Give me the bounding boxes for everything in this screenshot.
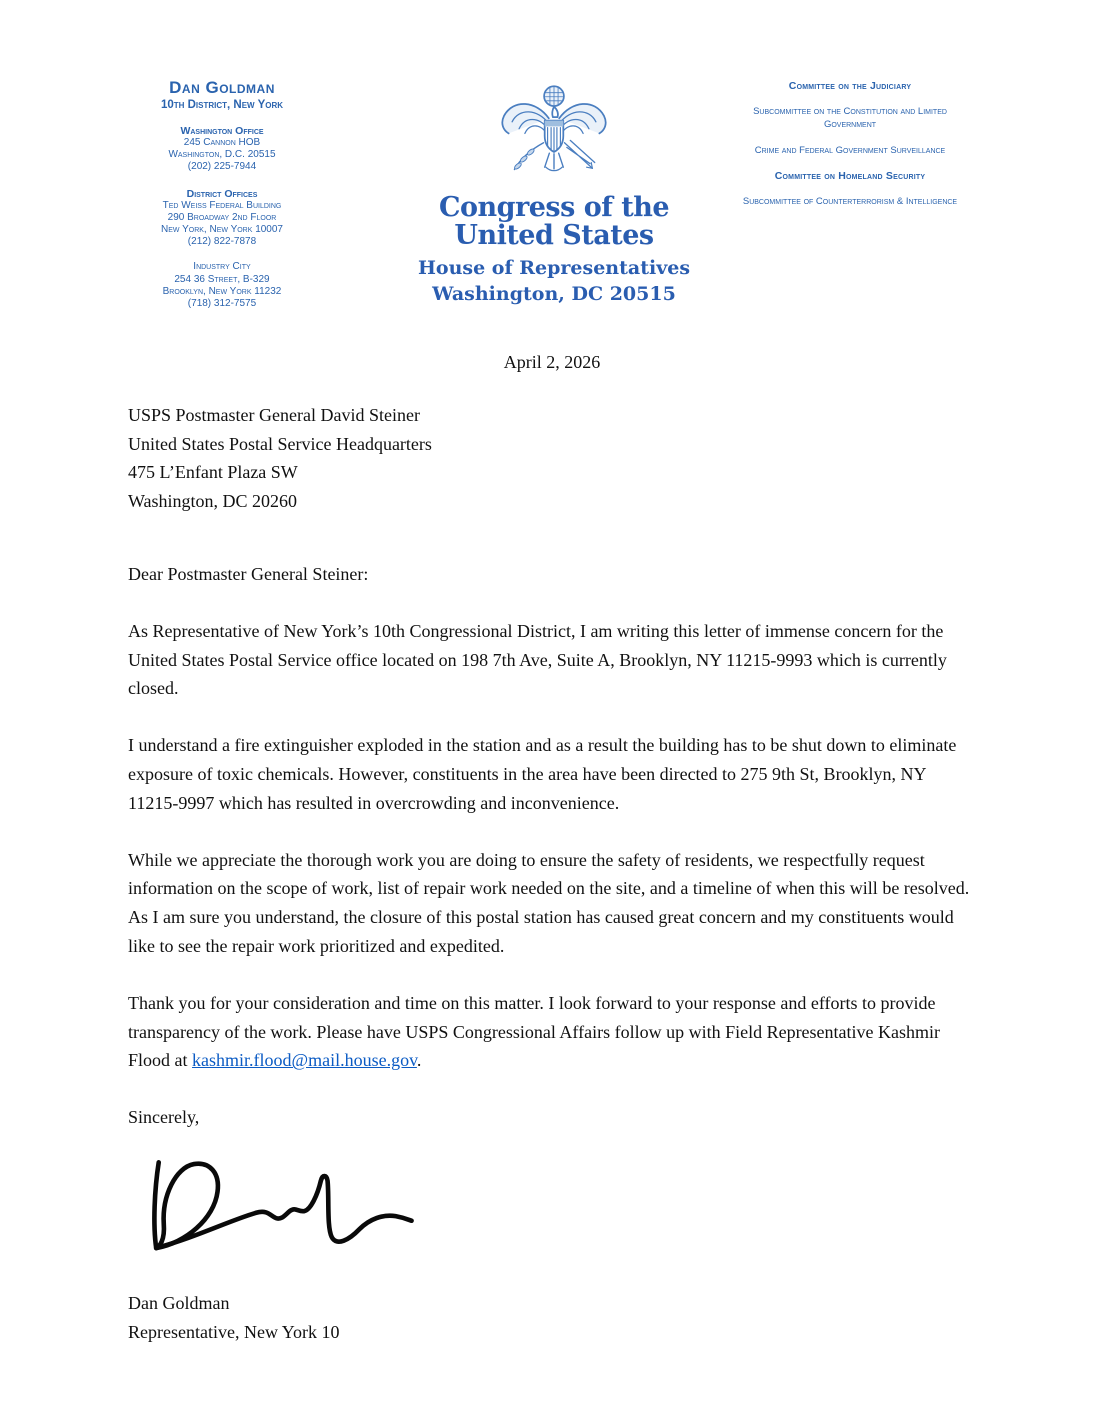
subcommittee-constitution: Subcommittee on the Constitution and Limited Government	[753, 106, 947, 130]
washington-office-heading: Washington Office	[180, 125, 264, 137]
washington-office-address-line: Washington, D.C. 20515	[168, 149, 276, 161]
district-office2-line: Brooklyn, New York 11232	[162, 285, 282, 297]
district-offices-heading: District Offices	[186, 187, 258, 200]
committee-judiciary-title: Committee on the Judiciary	[788, 80, 912, 92]
closing-salutation: Sincerely,	[128, 1107, 200, 1128]
paragraph-4-text: Thank you for your consideration and time on this matter. I look forward to your response and efforts to provide transparency of the work. Please have USPS Congressional Affairs follow up with Field Representative Kashmir Flood at	[128, 992, 941, 1071]
body-paragraph-2: I understand a fire extinguisher exploded in the station and as a result the building has to be shut down to eliminate exposure of toxic chemicals. However, constituents in the area have been directed to 275 9th St, Brooklyn, NY 11215-9997 which has resulted in overcrowding and inconvenience.	[128, 735, 957, 813]
house-subtitle: House of Representatives	[417, 256, 691, 279]
washington-dc-line: Washington, DC 20515	[432, 282, 676, 305]
signer-name: Dan Goldman	[128, 1292, 230, 1313]
salutation: Dear Postmaster General Steiner:	[128, 563, 369, 584]
signer-title: Representative, New York 10	[128, 1321, 340, 1342]
handwritten-signature	[128, 1138, 428, 1264]
washington-office-address-line: 245 Cannon HOB	[183, 137, 261, 148]
district-office2-line: Industry City	[193, 261, 251, 273]
district-office1-line: New York, New York 10007	[160, 223, 283, 235]
member-district: 10th District, New York	[160, 99, 284, 111]
email-link[interactable]: kashmir.flood@mail.house.gov	[192, 1050, 417, 1071]
member-office-block	[118, 78, 326, 310]
district-office2-phone: (718) 312-7575	[187, 297, 257, 309]
body-paragraph-4	[128, 989, 976, 1075]
washington-office-phone: (202) 225-7944	[187, 161, 257, 173]
district-office2-line: 254 36 Street, B-329	[174, 273, 270, 285]
recipient-line: USPS Postmaster General David Steiner	[128, 404, 420, 425]
subcommittee-crime-surveillance: Crime and Federal Government Surveillance	[754, 144, 946, 156]
congress-masthead	[386, 82, 722, 305]
recipient-line: United States Postal Service Headquarters	[128, 433, 432, 454]
congress-title: Congress of the United States	[438, 192, 669, 252]
member-name: Dan Goldman	[169, 78, 275, 97]
great-seal-eagle-icon	[490, 82, 618, 186]
committee-homeland-title: Committee on Homeland Security	[774, 170, 926, 183]
recipient-line: Washington, DC 20260	[128, 491, 298, 512]
subcommittee-counterterrorism: Subcommittee of Counterterrorism & Intelligence	[742, 196, 958, 208]
committees-block	[726, 80, 974, 209]
body-paragraph-1: As Representative of New York’s 10th Congressional District, I am writing this letter of immense concern for the United States Postal Service office located on 198 7th Ave, Suite A, Brooklyn, NY 11215-9993 which is currently closed.	[128, 620, 947, 699]
district-office1-phone: (212) 822-7878	[187, 236, 257, 248]
body-paragraph-3: While we appreciate the thorough work you are doing to ensure the safety of residents, we respectfully request information on the scope of work, list of repair work needed on the site, and a timeline of when this will be resolved. As I am sure you understand, the closure of this postal station has caused great concern and my constituents would like to see the repair work prioritized and expedited.	[128, 849, 970, 956]
letterhead	[0, 0, 1102, 330]
paragraph-4-period: .	[416, 1050, 422, 1071]
district-office1-line: 290 Broadway 2nd Floor	[167, 211, 277, 223]
signature-block	[128, 1138, 976, 1273]
letter-content	[128, 348, 976, 1346]
recipient-line: 475 L’Enfant Plaza SW	[128, 462, 298, 483]
recipient-address-block	[128, 401, 976, 516]
letter-date: April 2, 2026	[503, 352, 601, 372]
district-office1-line: Ted Weiss Federal Building	[162, 199, 282, 211]
